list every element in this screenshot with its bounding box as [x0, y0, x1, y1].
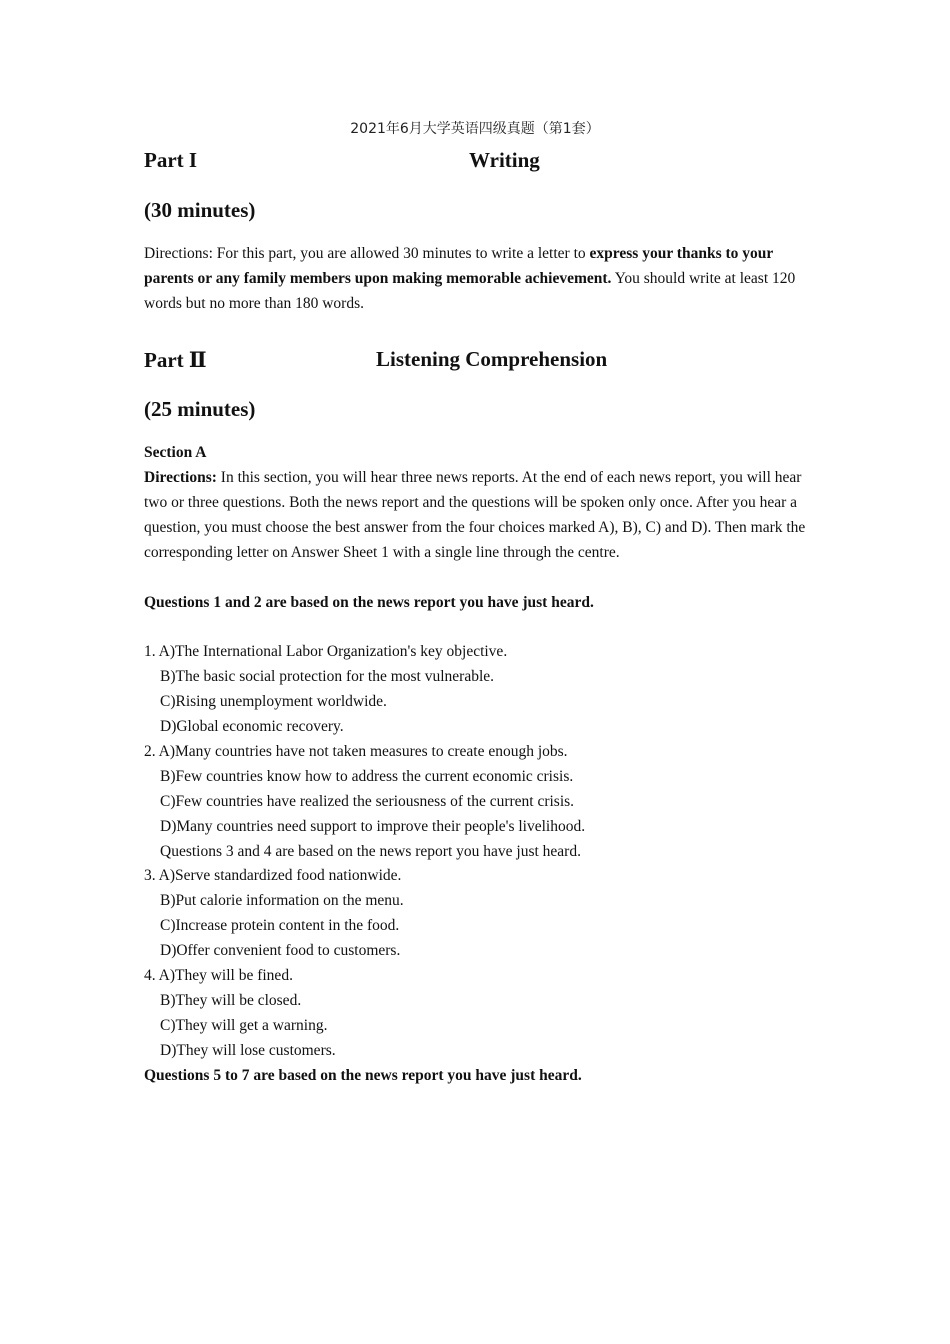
q1-option-d: D)Global economic recovery.: [160, 718, 344, 735]
q4-option-b: B)They will be closed.: [160, 992, 302, 1009]
q2-option-c: C)Few countries have realized the seriousness of the current crisis.: [160, 793, 575, 810]
section-a-directions-text: In this section, you will hear three news reports. At the end of each news report, you will hear two or three questions. Both the news report and the questions will be spoken only once. After you hear a question, you must choose the best answer from the four choices marked A), B), C) and D). Then mark the corresponding letter on Answer Sheet 1 with a single line through the centre.: [144, 469, 806, 561]
q1-option-c: C)Rising unemployment worldwide.: [160, 693, 387, 710]
document-title: 2021年6月大学英语四级真题（第1套）: [350, 121, 600, 137]
q3-option-c: C)Increase protein content in the food.: [160, 917, 400, 934]
q1-option-a: 1. A)The International Labor Organization's key objective.: [144, 643, 508, 660]
part1-directions-bold: express your thanks to your parents or any family members upon making memorable achievement.: [144, 245, 773, 287]
q3-option-d: D)Offer convenient food to customers.: [160, 942, 401, 959]
part1-label: Part I: [144, 148, 198, 172]
part1-directions: [144, 241, 814, 316]
q4-option-c: C)They will get a warning.: [160, 1017, 328, 1034]
questions-3-4-intro: Questions 3 and 4 are based on the news report you have just heard.: [160, 843, 581, 860]
q4-option-a: 4. A)They will be fined.: [144, 967, 293, 984]
part2-time: (25 minutes): [144, 397, 256, 421]
part1-time: (30 minutes): [144, 198, 256, 222]
q3-option-b: B)Put calorie information on the menu.: [160, 892, 404, 909]
part1-directions-lead: Directions: For this part, you are allowed 30 minutes to write a letter to: [144, 245, 590, 262]
part1-title: Writing: [469, 148, 540, 172]
questions-1-2-intro: Questions 1 and 2 are based on the news report you have just heard.: [144, 594, 594, 611]
q3-option-a: 3. A)Serve standardized food nationwide.: [144, 867, 402, 884]
section-a-label: Section A: [144, 444, 207, 461]
section-a-directions-label: Directions:: [144, 469, 217, 486]
q1-option-b: B)The basic social protection for the most vulnerable.: [160, 668, 495, 685]
section-a-directions: [144, 465, 812, 565]
q4-option-d: D)They will lose customers.: [160, 1042, 336, 1059]
part1-directions-tail: You should write at least 120 words but no more than 180 words.: [144, 270, 796, 312]
q2-option-a: 2. A)Many countries have not taken measures to create enough jobs.: [144, 743, 568, 760]
part2-title: Listening Comprehension: [376, 347, 608, 371]
questions-5-7-intro: Questions 5 to 7 are based on the news report you have just heard.: [144, 1067, 582, 1084]
q2-option-d: D)Many countries need support to improve their people's livelihood.: [160, 818, 586, 835]
q2-option-b: B)Few countries know how to address the current economic crisis.: [160, 768, 574, 785]
part2-label: Part Ⅱ: [144, 348, 207, 372]
